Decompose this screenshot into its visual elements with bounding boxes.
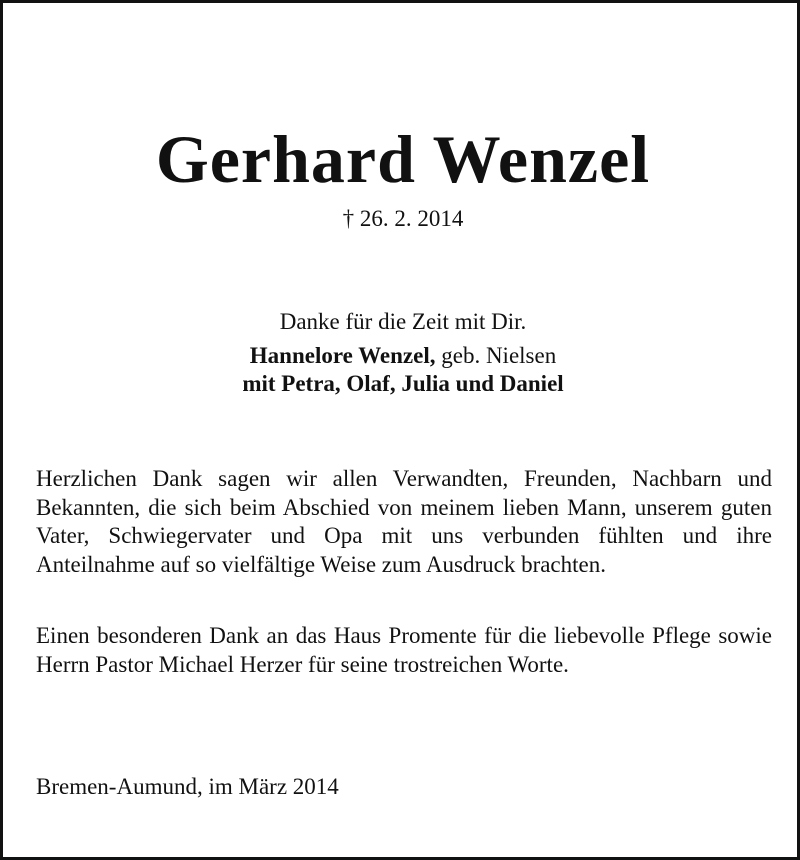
death-date: † 26. 2. 2014 [342,206,464,231]
thanks-paragraph: Herzlichen Dank sagen wir allen Verwandten, Freunden, Nachbarn und Bekannten, die sich beim Abschied von meinem lieben Mann, unserem guten Vater, Schwiegervater und Opa mit uns verbunden fühlten und ihre Anteilnahme auf so vielfältige Weise zum Ausdruck brachten. [36,466,772,577]
widow-line [3,342,800,370]
family-members: mit Petra, Olaf, Julia und Daniel [242,371,564,396]
deceased-name: Gerhard Wenzel [155,121,651,197]
widow-name: Hannelore Wenzel, [249,343,436,368]
special-thanks-paragraph: Einen besonderen Dank an das Haus Promente für die liebevolle Pflege sowie Herrn Pastor Michael Herzer für seine trostreichen Worte. [36,623,772,677]
widow-maiden-name: geb. Nielsen [435,343,557,368]
dedication-line: Danke für die Zeit mit Dir. [279,309,527,334]
signers-block [3,342,800,398]
place-and-date: Bremen-Aumund, im März 2014 [36,774,339,799]
